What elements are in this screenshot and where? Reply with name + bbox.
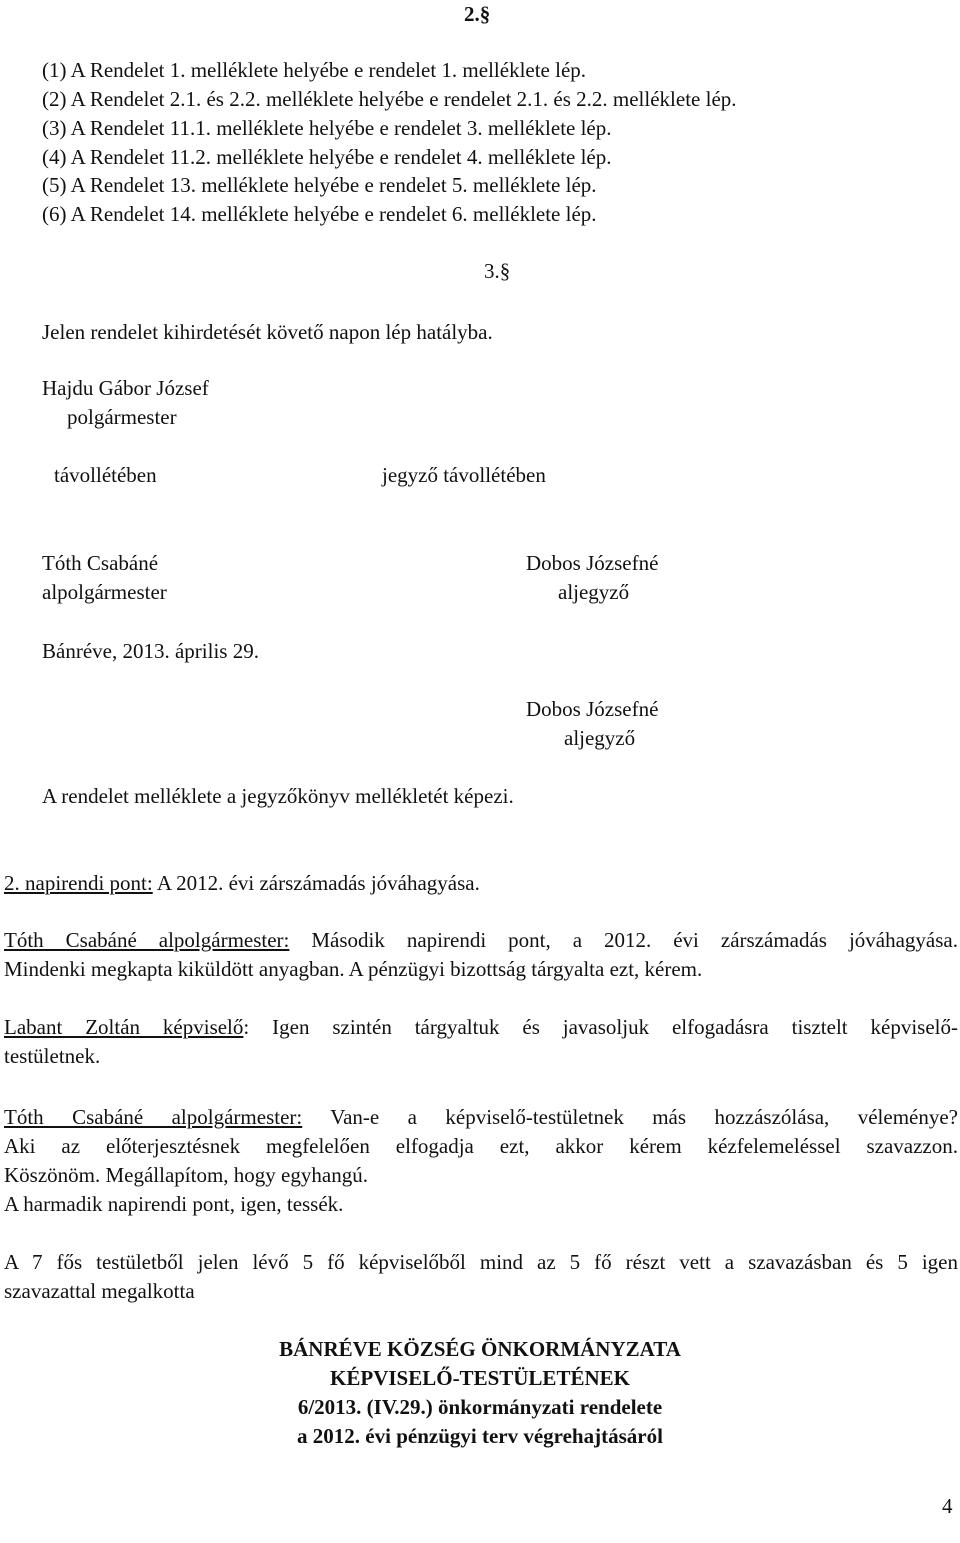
speech-line: A harmadik napirendi pont, igen, tessék. [4, 1192, 344, 1216]
agenda-item [4, 869, 480, 898]
speech-paragraph-3 [4, 1103, 958, 1219]
page-number: 4 [942, 1494, 953, 1518]
decree-title-line: KÉPVISELŐ-TESTÜLETÉNEK [330, 1366, 630, 1390]
decree-title [180, 1335, 780, 1451]
amendment-item: (4) A Rendelet 11.2. melléklete helyébe e rendelet 4. melléklete lép. [42, 145, 612, 169]
speech-line: Köszönöm. Megállapítom, hogy egyhangú. [4, 1163, 368, 1187]
absence-note-right: jegyző távollétében [382, 463, 546, 487]
speech-paragraph-2 [4, 1013, 958, 1071]
amendment-item: (5) A Rendelet 13. melléklete helyébe e rendelet 5. melléklete lép. [42, 173, 597, 197]
agenda-text: A 2012. évi zárszámadás jóváhagyása. [152, 871, 480, 895]
speech-paragraph-1 [4, 926, 958, 984]
amendment-item: (1) A Rendelet 1. melléklete helyébe e rendelet 1. melléklete lép. [42, 58, 587, 82]
vote-line: szavazattal megalkotta [4, 1279, 195, 1303]
deputy-notary-name: Dobos Józsefné [526, 551, 659, 575]
decree-title-line: a 2012. évi pénzügyi terv végrehajtásáról [297, 1424, 663, 1448]
effective-date-text: Jelen rendelet kihirdetését követő napon lép hatályba. [42, 320, 493, 344]
amendment-item: (6) A Rendelet 14. melléklete helyébe e rendelet 6. melléklete lép. [42, 202, 597, 226]
deputy-mayor-name: Tóth Csabáné [42, 551, 159, 575]
speech-line: Tóth Csabáné alpolgármester: Második napirendi pont, a 2012. évi zárszámadás jóváhagyása. [4, 928, 958, 952]
speech-line: Tóth Csabáné alpolgármester: Van-e a képviselő-testületnek más hozzászólása, véleménye? [4, 1105, 958, 1129]
deputy-notary-title: aljegyző [558, 580, 630, 604]
annex-note: A rendelet melléklete a jegyzőkönyv mellékletét képezi. [42, 784, 514, 808]
speaker-name: Labant Zoltán képviselő [4, 1015, 244, 1039]
section-2-heading: 2.§ [464, 2, 491, 26]
speech-line: Aki az előterjesztésnek megfelelően elfogadja ezt, akkor kérem kézfelemeléssel szavazzon. [4, 1134, 958, 1158]
speech-line: testületnek. [4, 1044, 101, 1068]
amendment-item: (2) A Rendelet 2.1. és 2.2. melléklete helyébe e rendelet 2.1. és 2.2. melléklete lép. [42, 87, 737, 111]
mayor-name: Hajdu Gábor József [42, 376, 209, 400]
absence-note-left: távollétében [54, 463, 157, 487]
mayor-title: polgármester [67, 405, 177, 429]
deputy-notary-title-2: aljegyző [564, 726, 636, 750]
amendment-item: (3) A Rendelet 11.1. melléklete helyébe e rendelet 3. melléklete lép. [42, 116, 612, 140]
section-3-heading: 3.§ [484, 259, 511, 283]
speaker-name: Tóth Csabáné alpolgármester: [4, 928, 290, 952]
speech-line: Mindenki megkapta kiküldött anyagban. A pénzügyi bizottság tárgyalta ezt, kérem. [4, 957, 703, 981]
deputy-mayor-title: alpolgármester [42, 580, 167, 604]
place-and-date: Bánréve, 2013. április 29. [42, 639, 259, 663]
decree-title-line: 6/2013. (IV.29.) önkormányzati rendelete [297, 1395, 663, 1419]
decree-title-line: BÁNRÉVE KÖZSÉG ÖNKORMÁNYZATA [279, 1337, 681, 1361]
agenda-label: 2. napirendi pont: [4, 871, 153, 895]
deputy-notary-name-2: Dobos Józsefné [526, 697, 659, 721]
speech-line: Labant Zoltán képviselő: Igen szintén tárgyaltuk és javasoljuk elfogadásra tisztelt képviselő- [4, 1015, 958, 1039]
vote-paragraph [4, 1248, 958, 1306]
speaker-name: Tóth Csabáné alpolgármester: [4, 1105, 303, 1129]
vote-line: A 7 fős testületből jelen lévő 5 fő képviselőből mind az 5 fő részt vett a szavazásban és 5 igen [4, 1250, 958, 1274]
